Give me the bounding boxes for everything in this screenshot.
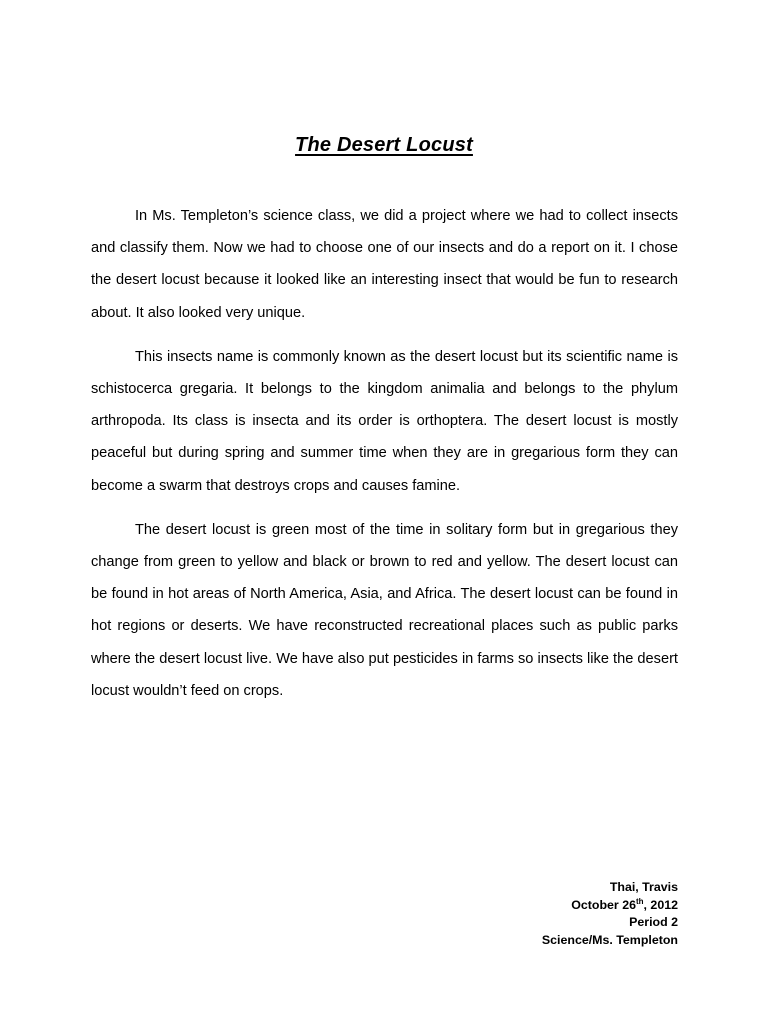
class-period: Period 2 — [629, 915, 678, 929]
report-date — [542, 897, 678, 915]
paragraph-3: The desert locust is green most of the time in solitary form but in gregarious they change from green to yellow and black or brown to red and yellow. The desert locust can be found in hot areas of North America, Asia, and Africa. The desert locust can be found in hot regions or deserts. We have reconstructed recreational places such as public parks where the desert locust live. We have also put pesticides in farms so insects like the desert locust wouldn’t feed on crops. — [91, 521, 678, 699]
signature-block — [542, 879, 678, 949]
date-month-day: October 26 — [571, 897, 636, 912]
document-body — [91, 200, 678, 719]
date-ordinal-suffix: th — [635, 896, 644, 906]
author-name: Thai, Travis — [609, 880, 678, 894]
date-year: , 2012 — [643, 897, 678, 912]
class-teacher: Science/Ms. Templeton — [541, 932, 678, 947]
document-title: The Desert Locust — [295, 134, 473, 156]
paragraph-1: In Ms. Templeton’s science class, we did a project where we had to collect insects and classify them. Now we had to choose one of our insects and do a report on it. I chose the desert locust because it looked like an interesting insect that would be fun to research about. It also looked very unique. — [91, 208, 678, 321]
paragraph-2: This insects name is commonly known as the desert locust but its scientific name is schistocerca gregaria. It belongs to the kingdom animalia and belongs to the phylum arthropoda. Its class is insecta and its order is orthoptera. The desert locust is mostly peaceful but during spring and summer time when they are in gregarious form they can become a swarm that destroys crops and causes famine. — [91, 348, 678, 494]
